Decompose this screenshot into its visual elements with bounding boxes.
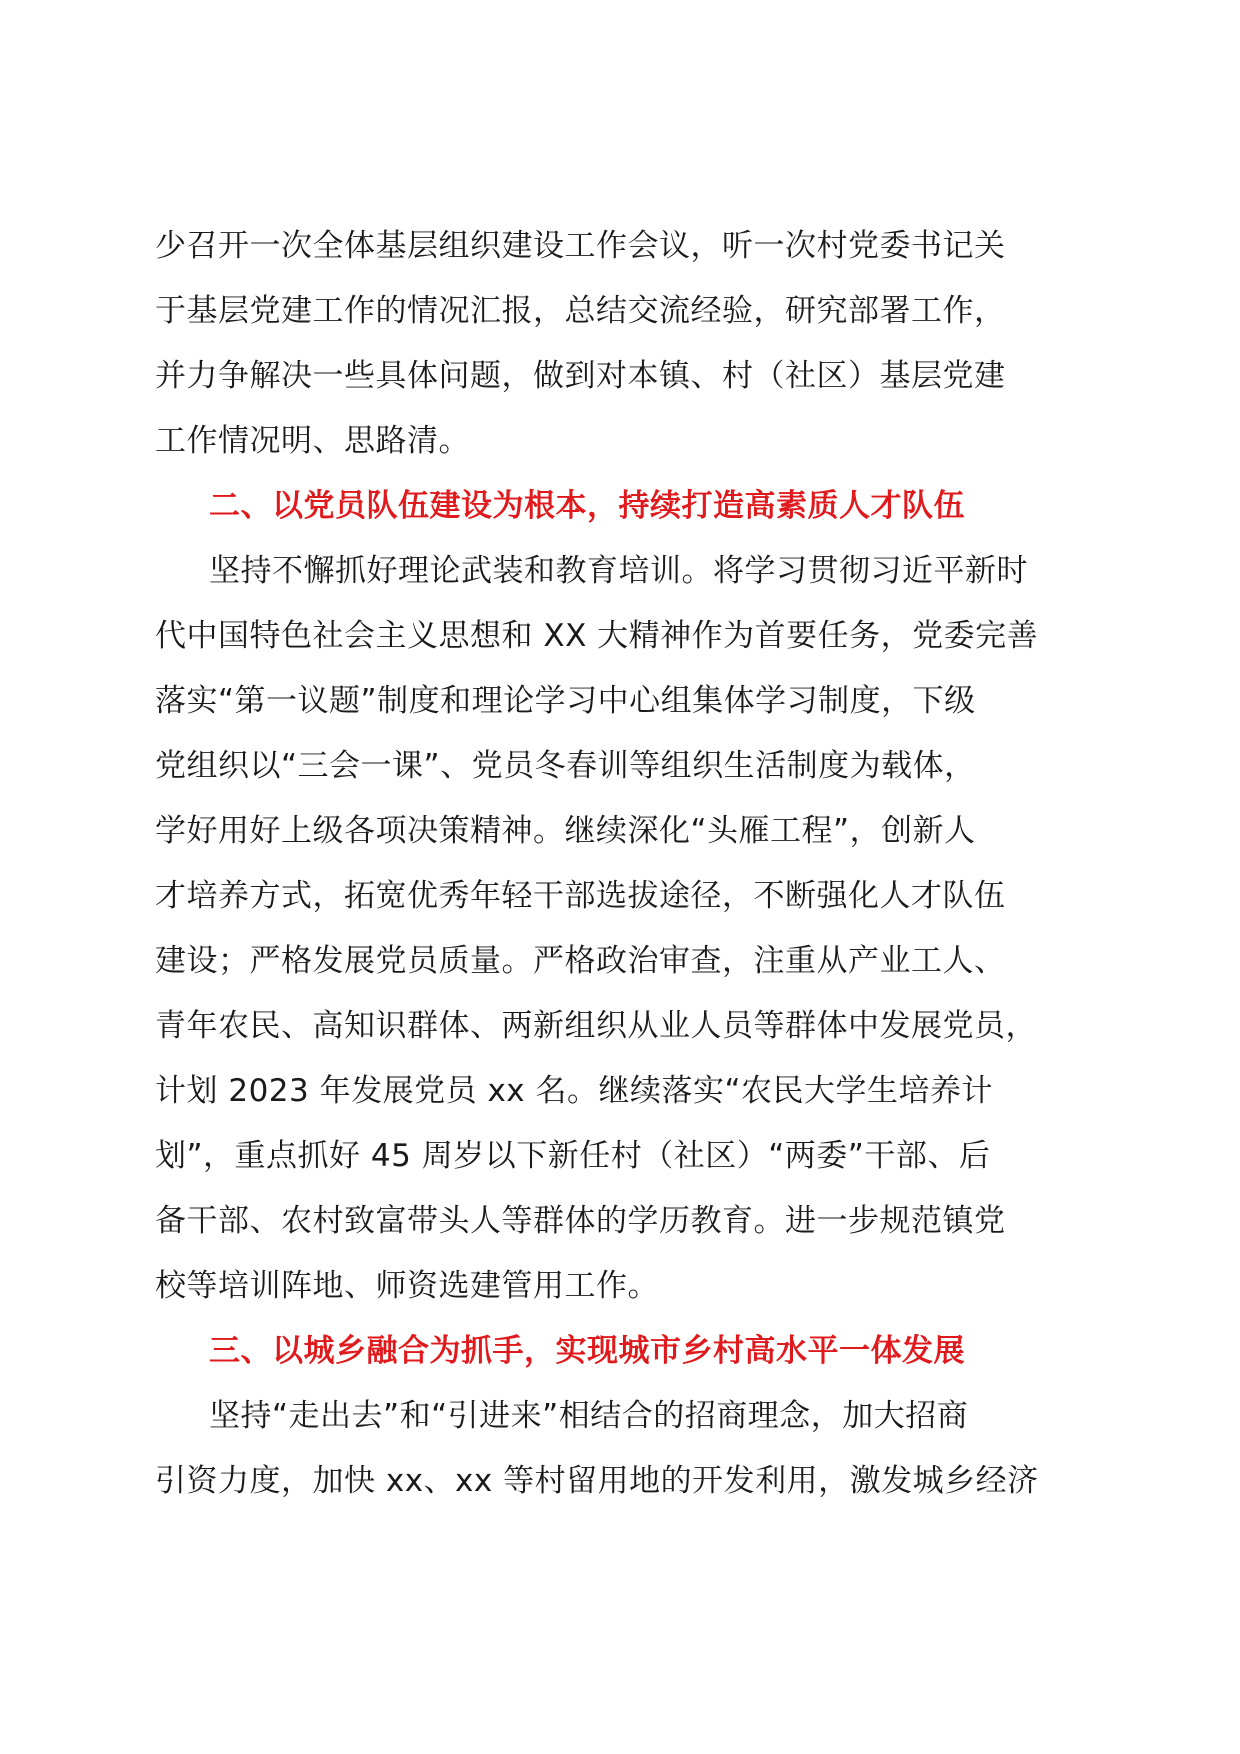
text-line: 坚持不懈抓好理论武装和教育培训。将学习贯彻习近平新时 xyxy=(209,553,1028,589)
section-heading-2 xyxy=(155,474,1095,539)
text-line: 计划 2023 年发展党员 xx 名。继续落实“农民大学生培养计 xyxy=(155,1073,994,1109)
text-line: 并力争解决一些具体问题，做到对本镇、村（社区）基层党建 xyxy=(155,358,1006,394)
text-line: 建设；严格发展党员质量。严格政治审查，注重从产业工人、 xyxy=(155,943,1006,979)
paragraph-continued xyxy=(155,214,1095,474)
heading-text: 三、以城乡融合为抓手，实现城市乡村高水平一体发展 xyxy=(209,1333,965,1369)
text-line: 坚持“走出去”和“引进来”相结合的招商理念，加大招商 xyxy=(209,1398,969,1434)
text-line: 少召开一次全体基层组织建设工作会议，听一次村党委书记关 xyxy=(155,228,1006,264)
paragraph-section-3 xyxy=(155,1384,1095,1514)
text-line: 党组织以“三会一课”、党员冬春训等组织生活制度为载体， xyxy=(155,748,976,784)
text-line: 备干部、农村致富带头人等群体的学历教育。进一步规范镇党 xyxy=(155,1203,1006,1239)
paragraph-section-2 xyxy=(155,539,1095,1319)
text-line: 划”，重点抓好 45 周岁以下新任村（社区）“两委”干部、后 xyxy=(155,1138,991,1174)
text-line: 学好用好上级各项决策精神。继续深化“头雁工程”，创新人 xyxy=(155,813,976,849)
text-line: 引资力度，加快 xx、xx 等村留用地的开发利用，激发城乡经济 xyxy=(155,1463,1039,1499)
text-line: 才培养方式，拓宽优秀年轻干部选拔途径，不断强化人才队伍 xyxy=(155,878,1006,914)
text-line: 工作情况明、思路清。 xyxy=(155,423,470,459)
text-line: 于基层党建工作的情况汇报，总结交流经验，研究部署工作， xyxy=(155,293,1006,329)
text-line: 青年农民、高知识群体、两新组织从业人员等群体中发展党员， xyxy=(155,1008,1037,1044)
text-line: 代中国特色社会主义思想和 XX 大精神作为首要任务，党委完善 xyxy=(155,618,1039,654)
heading-text: 二、以党员队伍建设为根本，持续打造高素质人才队伍 xyxy=(209,488,965,524)
section-heading-3 xyxy=(155,1319,1095,1384)
text-line: 校等培训阵地、师资选建管用工作。 xyxy=(155,1268,659,1304)
text-line: 落实“第一议题”制度和理论学习中心组集体学习制度，下级 xyxy=(155,683,976,719)
